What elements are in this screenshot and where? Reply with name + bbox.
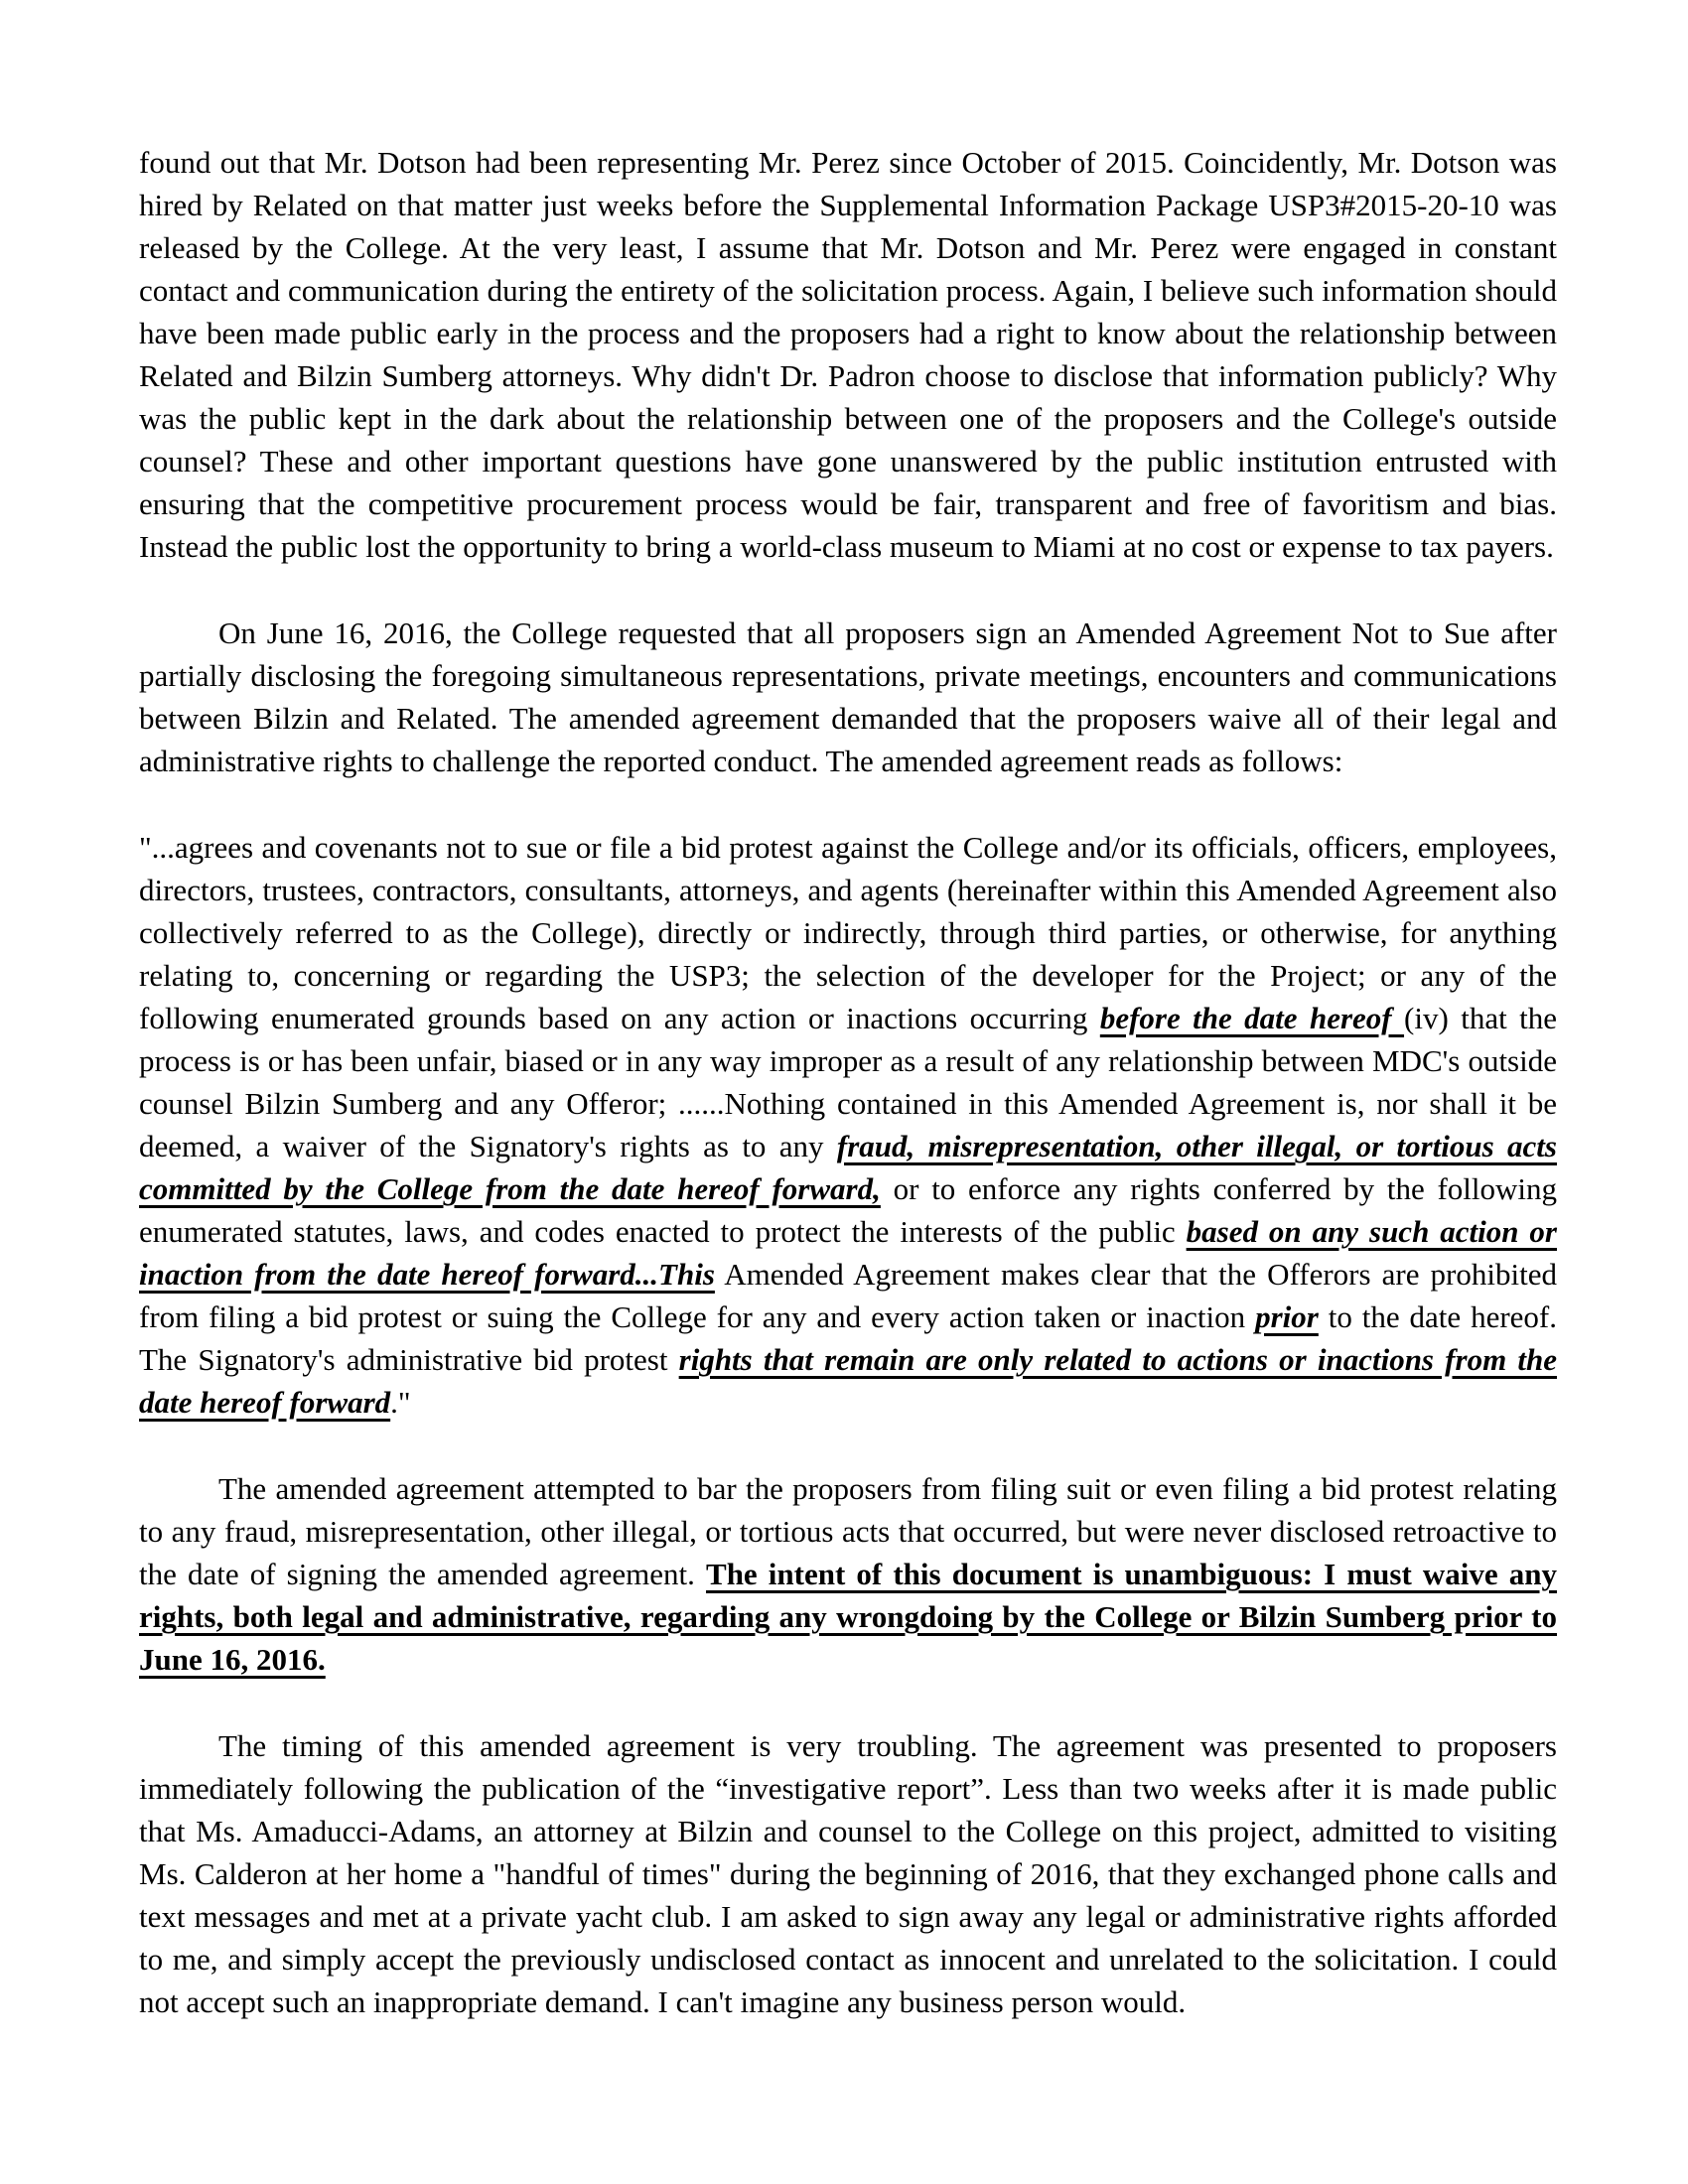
paragraph-intent-analysis: [139, 1467, 1557, 1681]
text-run: based on any such action or inaction from the date hereof forward...This: [139, 1214, 1557, 1292]
text-run: "...agrees and covenants not to sue or file a bid protest against the College and/or its officials, officers, employees, directors, trustees, contractors, consultants, attorneys, and agents (hereinafter within this Amended Agreement also collectively referred to as the College), directly or indirectly, through third parties, or otherwise, for anything relating to, concerning or regarding the USP3; the selection of the developer for the Project; or any of the following enumerated grounds based on any action or inactions occurring: [139, 830, 1557, 1035]
text-run: On June 16, 2016, the College requested that all proposers sign an Amended Agreement Not to Sue after partially disclosing the foregoing simultaneous representations, private meetings, encounters and communications between Bilzin and Related. The amended agreement demanded that the proposers waive all of their legal and administrative rights to challenge the reported conduct. The amended agreement reads as follows:: [139, 615, 1557, 778]
quoted-agreement-text: [139, 826, 1557, 1424]
text-run: rights that remain are only related to actions or inactions from the date hereof forward: [139, 1342, 1557, 1420]
text-run: before the date hereof: [1099, 1001, 1405, 1035]
text-run: The intent of this document is unambiguous: I must waive any rights, both legal and administrative, regarding any wrongdoing by the College or Bilzin Sumberg prior to June 16, 2016.: [139, 1557, 1557, 1677]
text-run: fraud, misrepresentation, other illegal, or tortious acts committed by the College from the date hereof forward,: [139, 1129, 1557, 1206]
paragraph-timing-concerns: [139, 1724, 1557, 2023]
text-run: .": [390, 1385, 411, 1420]
paragraph-continuation: [139, 141, 1557, 568]
text-run: Amended Agreement makes clear that the Offerors are prohibited from filing a bid protest or suing the College for any and every action taken or inaction: [139, 1257, 1557, 1334]
text-run: The timing of this amended agreement is very troubling. The agreement was presented to proposers immediately following the publication of the “investigative report”. Less than two weeks after it is made public that Ms. Amaducci-Adams, an attorney at Bilzin and counsel to the College on this project, admitted to visiting Ms. Calderon at her home a "handful of times" during the beginning of 2016, that they exchanged phone calls and text messages and met at a private yacht club. I am asked to sign away any legal or administrative rights afforded to me, and simply accept the previously undisclosed contact as innocent and unrelated to the solicitation. I could not accept such an inappropriate demand. I can't imagine any business person would.: [139, 1728, 1557, 2019]
text-run: to the date hereof. The Signatory's administrative bid protest: [139, 1299, 1557, 1377]
text-run: or to enforce any rights conferred by the following enumerated statutes, laws, and codes enacted to protect the interests of the public: [139, 1171, 1558, 1249]
text-run: The amended agreement attempted to bar the proposers from filing suit or even filing a bid protest relating to any fraud, misrepresentation, other illegal, or tortious acts that occurred, but were never disclosed retroactive to the date of signing the amended agreement.: [139, 1471, 1557, 1591]
document-body: [139, 141, 1557, 2067]
text-run: found out that Mr. Dotson had been representing Mr. Perez since October of 2015. Coincidently, Mr. Dotson was hired by Related on that matter just weeks before the Supplemental Information Package USP3#2015-20-10 was released by the College. At the very least, I assume that Mr. Dotson and Mr. Perez were engaged in constant contact and communication during the entirety of the solicitation process. Again, I believe such information should have been made public early in the process and the proposers had a right to know about the relationship between Related and Bilzin Sumberg attorneys. Why didn't Dr. Padron choose to disclose that information publicly? Why was the public kept in the dark about the relationship between one of the proposers and the College's outside counsel? These and other important questions have gone unanswered by the public institution entrusted with ensuring that the competitive procurement process would be fair, transparent and free of favoritism and bias. Instead the public lost the opportunity to bring a world-class museum to Miami at no cost or expense to tax payers.: [139, 145, 1557, 564]
text-run: prior: [1255, 1299, 1319, 1334]
paragraph-amended-agreement-request: [139, 612, 1557, 782]
text-run: (iv) that the process is or has been unfair, biased or in any way improper as a result of any relationship between MDC's outside counsel Bilzin Sumberg and any Offeror; ......Nothing contained in this Amended Agreement is, nor shall it be deemed, a waiver of the Signatory's rights as to any: [139, 1001, 1557, 1163]
